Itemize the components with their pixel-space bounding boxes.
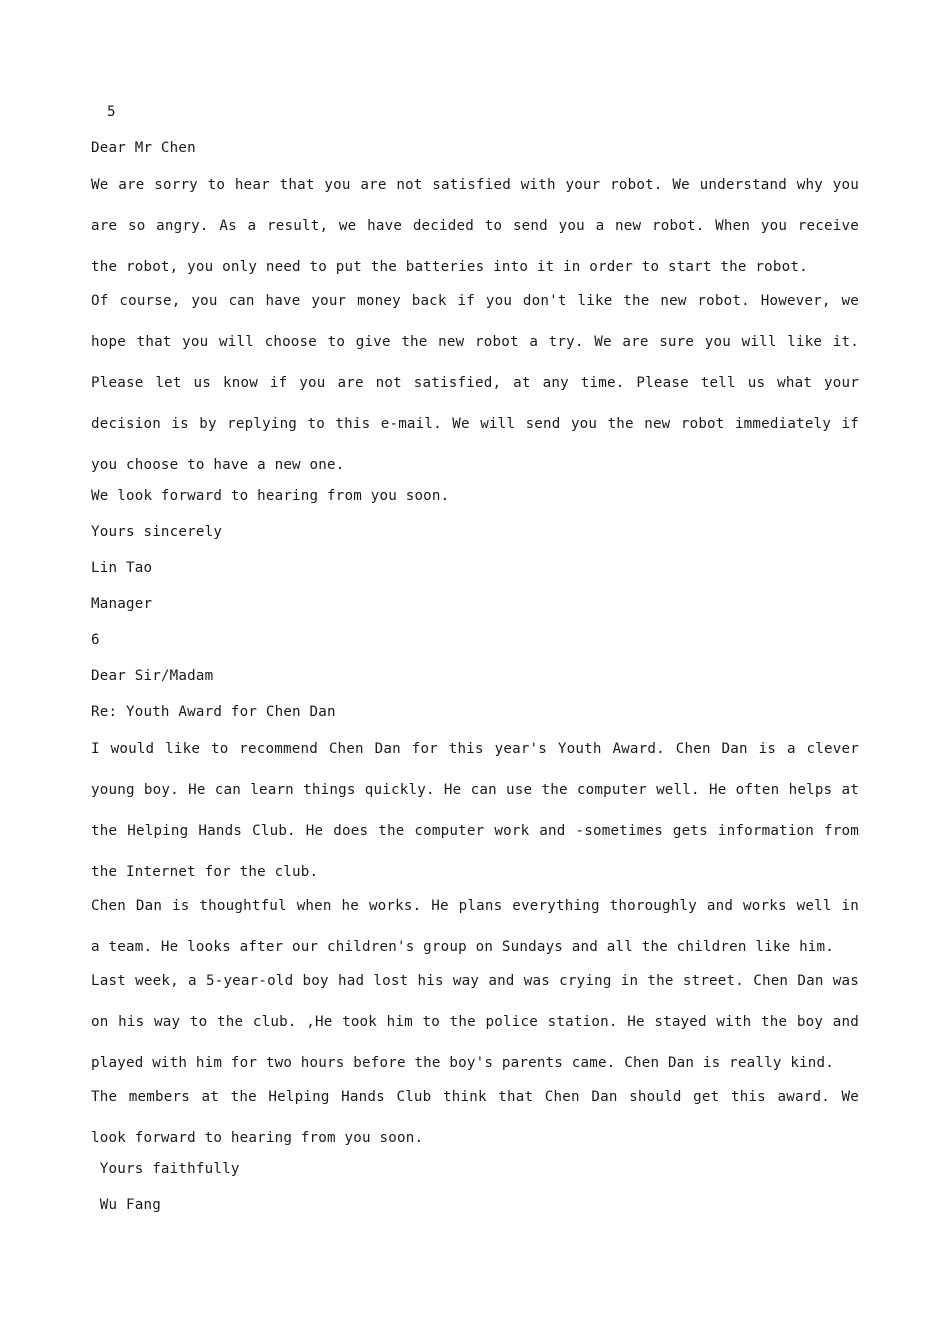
document-page xyxy=(91,100,859,1229)
paragraph: I would like to recommend Chen Dan for this year's Youth Award. Chen Dan is a clever young boy. He can learn things quickly. He can use the computer well. He often helps at the Helping Hands Club. He does the computer work and -sometimes gets information from the Internet for the club. xyxy=(91,741,859,880)
paragraph: Of course, you can have your money back if you don't like the new robot. However, we hope that you will choose to give the new robot a try. We are sure you will like it. Please let us know if you are not satisfied, at any time. Please tell us what your decision is by replying to this e-mail. We will send you the new robot immediately if you choose to have a new one. xyxy=(91,293,859,473)
closing: Yours sincerely xyxy=(91,524,223,540)
paragraph: We are sorry to hear that you are not satisfied with your robot. We understand why you are so angry. As a result, we have decided to send you a new robot. When you receive the robot, you only need to put the batteries into it in order to start the robot. xyxy=(91,177,859,275)
paragraph: Last week, a 5-year-old boy had lost his way and was crying in the street. Chen Dan was on his way to the club. ,He took him to the police station. He stayed with the boy and played with him for two hours before the boy's parents came. Chen Dan is really kind. xyxy=(91,973,859,1071)
paragraph: We look forward to hearing from you soon. xyxy=(91,488,450,504)
paragraph: Chen Dan is thoughtful when he works. He plans everything thoroughly and works well in a team. He looks after our children's group on Sundays and all the children like him. xyxy=(91,898,859,955)
section-number-5: 5 xyxy=(107,104,116,120)
section-number-6: 6 xyxy=(91,632,100,648)
salutation: Dear Mr Chen xyxy=(91,140,196,156)
signature-name: Lin Tao xyxy=(91,560,153,576)
paragraph: The members at the Helping Hands Club think that Chen Dan should get this award. We look forward to hearing from you soon. xyxy=(91,1089,859,1146)
salutation: Dear Sir/Madam xyxy=(91,668,214,684)
signature-name: Wu Fang xyxy=(91,1197,161,1213)
subject-line: Re: Youth Award for Chen Dan xyxy=(91,704,336,720)
closing: Yours faithfully xyxy=(91,1161,240,1177)
signature-title: Manager xyxy=(91,596,153,612)
